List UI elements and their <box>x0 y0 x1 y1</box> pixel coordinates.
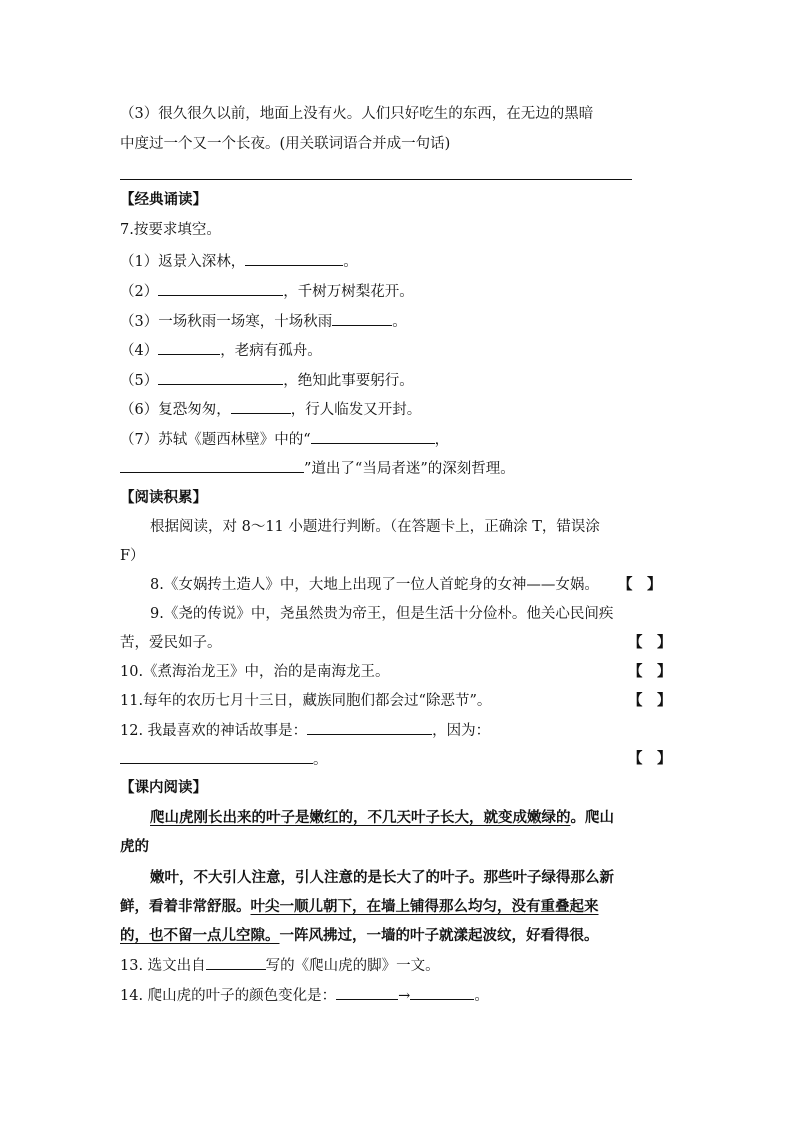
q7-item-6 <box>120 399 421 420</box>
section-in-class-reading: 【课内阅读】 <box>120 779 207 796</box>
q7-item-2 <box>120 281 414 302</box>
q12-line-1 <box>120 720 490 741</box>
q3-line1: （3）很久很久以前，地面上没有火。人们只好吃生的东西，在无边的黑暗 <box>120 106 594 122</box>
q7-item-1-blank[interactable] <box>245 251 343 266</box>
q7-item-1 <box>120 251 358 272</box>
q14-end: 。 <box>474 988 489 1004</box>
q7-item-4-blank[interactable] <box>158 340 220 355</box>
q7-item-5-label: （5） <box>120 373 159 389</box>
q14-arrow: → <box>398 988 411 1004</box>
passage-line-3: 嫩叶，不大引人注意，引人注意的是长大了的叶子。那些叶子绿得那么新 <box>150 869 614 886</box>
passage-underlined-2: 叶尖一顺儿朝下，在墙上铺得那么均匀，没有重叠起来 <box>250 898 599 915</box>
q11-text: 11.每年的农历七月十三日，藏族同胞们都会过“除恶节”。 <box>120 693 492 709</box>
q14-line <box>120 985 489 1006</box>
q7-item-7-tail: ”道出了“当局者迷”的深刻哲理。 <box>304 461 515 477</box>
passage-underlined-3: 的，也不留一点儿空隙。 <box>120 927 280 944</box>
q7-item-3 <box>120 311 407 332</box>
judge-intro-1: 根据阅读，对 8～11 小题进行判断。（在答题卡上，正确涂 T，错误涂 <box>150 519 600 535</box>
q7-item-3-blank[interactable] <box>332 311 392 326</box>
q7-item-7-blank-2[interactable] <box>120 458 304 473</box>
q10-answer-bracket[interactable]: 【 】 <box>628 663 672 680</box>
q7-item-6-text: （6）复恐匆匆， <box>120 402 231 418</box>
q7-item-7-comma: ， <box>434 432 450 448</box>
q10-text: 10.《煮海治龙王》中，治的是南海龙王。 <box>120 664 390 680</box>
q14-text: 14. 爬山虎的叶子的颜色变化是： <box>120 988 337 1004</box>
q7-item-5 <box>120 370 414 391</box>
q7-item-2-text: ，千树万树梨花开。 <box>283 284 414 300</box>
q3-answer-line[interactable] <box>120 179 632 180</box>
q7-title: 7.按要求填空。 <box>120 222 221 238</box>
q13-line <box>120 955 440 976</box>
q7-item-7-cont <box>120 458 515 479</box>
q12-because: ，因为： <box>432 723 491 739</box>
q12-blank-2[interactable] <box>120 749 313 764</box>
q12-end: 。 <box>313 752 328 768</box>
q7-item-4-label: （4） <box>120 343 159 359</box>
q7-item-3-text: （3）一场秋雨一场寒，十场秋雨 <box>120 314 333 330</box>
q7-item-1-text: （1）返景入深林， <box>120 254 246 270</box>
q7-item-7-blank-1[interactable] <box>311 429 435 444</box>
q9-text-1: 9.《尧的传说》中，尧虽然贵为帝王，但是生活十分俭朴。他关心民间疾 <box>150 606 614 622</box>
q11-answer-bracket[interactable]: 【 】 <box>628 692 672 709</box>
q7-item-1-end: 。 <box>343 254 358 270</box>
q3-line2: 中度过一个又一个长夜。(用关联词语合并成一句话) <box>120 136 451 152</box>
q14-blank-1[interactable] <box>336 985 398 1000</box>
q14-blank-2[interactable] <box>410 985 474 1000</box>
q7-item-2-label: （2） <box>120 284 159 300</box>
q13-text-end: 写的《爬山虎的脚》一文。 <box>265 958 440 974</box>
q9-text-2: 苦，爱民如子。 <box>120 635 222 651</box>
passage-line-1-rest: 。爬山 <box>570 809 614 826</box>
passage-line-4 <box>120 897 599 917</box>
passage-underlined-1: 爬山虎刚长出来的叶子是嫩红的，不几天叶子长大，就变成嫩绿的 <box>150 809 571 826</box>
q7-item-5-blank[interactable] <box>158 370 283 385</box>
q7-item-7-text: （7）苏轼《题西林壁》中的“ <box>120 432 311 448</box>
q8-text: 8.《女娲抟土造人》中，大地上出现了一位人首蛇身的女神——女娲。 <box>150 577 599 593</box>
q12-answer-bracket[interactable]: 【 】 <box>628 750 672 767</box>
section-classic-reading: 【经典诵读】 <box>120 191 207 208</box>
q7-item-4-text: ，老病有孤舟。 <box>220 343 322 359</box>
q12-line-2 <box>120 749 328 770</box>
passage-line-4-start: 鲜，看着非常舒服。 <box>120 898 251 915</box>
passage-line-5 <box>120 926 599 946</box>
q8-answer-bracket[interactable]: 【 】 <box>618 576 662 593</box>
q12-text: 12. 我最喜欢的神话故事是： <box>120 723 308 739</box>
passage-line-5-rest: 一阵风拂过，一墙的叶子就漾起波纹，好看得很。 <box>279 927 599 944</box>
q7-item-6-end: ，行人临发又开封。 <box>290 402 422 418</box>
passage-line-2: 虎的 <box>120 838 149 855</box>
q7-item-2-blank[interactable] <box>158 281 283 296</box>
q7-item-7 <box>120 429 449 450</box>
q7-item-4 <box>120 340 322 361</box>
q12-blank-1[interactable] <box>307 720 432 735</box>
q9-answer-bracket[interactable]: 【 】 <box>628 634 672 651</box>
section-reading-accumulation: 【阅读积累】 <box>120 489 207 506</box>
judge-intro-2: F） <box>120 548 145 564</box>
passage-line-1 <box>150 808 614 828</box>
q7-item-3-end: 。 <box>392 314 407 330</box>
q13-blank[interactable] <box>206 955 266 970</box>
q7-item-5-text: ，绝知此事要躬行。 <box>283 373 414 389</box>
q7-item-6-blank[interactable] <box>231 399 291 414</box>
q13-text: 13. 选文出自 <box>120 958 206 974</box>
